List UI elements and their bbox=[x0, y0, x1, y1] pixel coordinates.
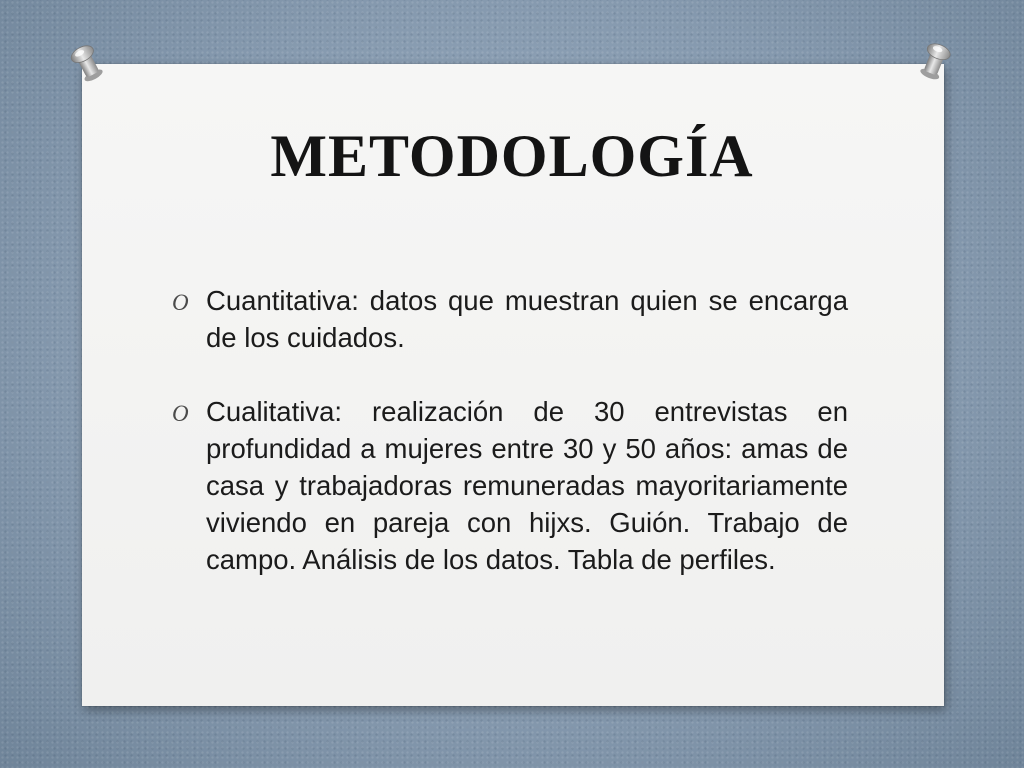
bullet-text: Cualitativa: realización de 30 entrevistas en profundidad a mujeres entre 30 y 50 años: amas de casa y trabajadoras remuneradas mayoritariamente viviendo en pareja con hijxs. Guión. Trabajo de campo. Análisis de los datos. Tabla de perfiles. bbox=[206, 396, 848, 575]
bullet-marker-icon: O bbox=[172, 290, 189, 315]
bullet-list bbox=[166, 282, 848, 615]
bullet-item-cuantitativa bbox=[166, 282, 848, 356]
bullet-item-cualitativa bbox=[166, 393, 848, 578]
bullet-text: Cuantitativa: datos que muestran quien se encarga de los cuidados. bbox=[206, 285, 848, 353]
slide-title: METODOLOGÍA bbox=[270, 123, 754, 189]
bullet-marker-icon: O bbox=[172, 401, 189, 426]
